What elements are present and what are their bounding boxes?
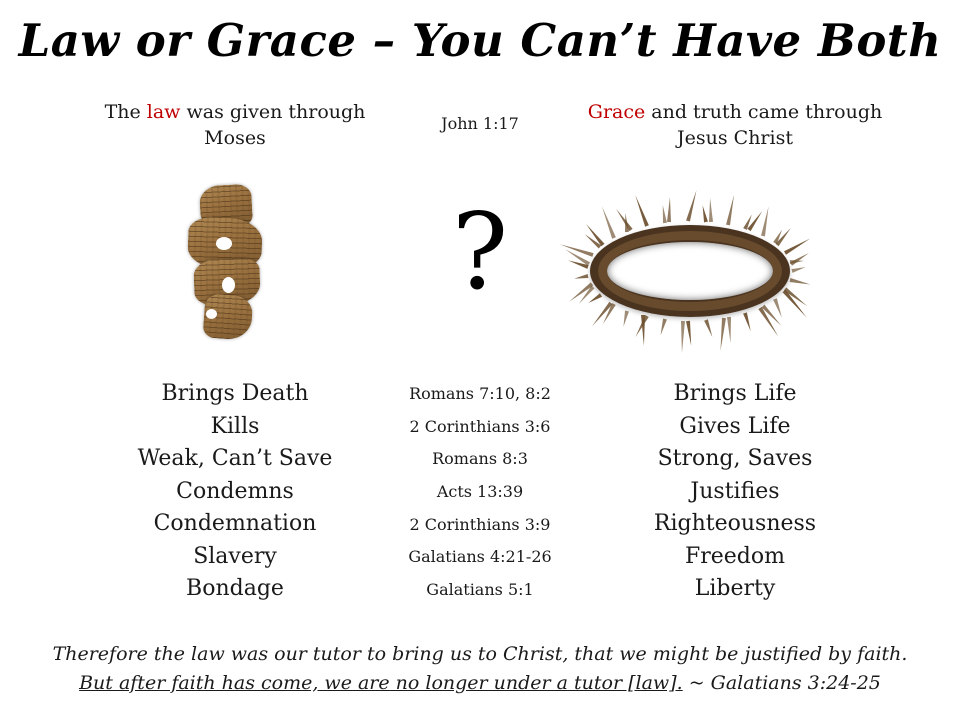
law-attribute-item: Condemns — [176, 478, 294, 504]
footer-line-2-underlined: But after faith has come, we are no longer under a tutor [law]. — [79, 671, 683, 694]
thorn-spike — [667, 197, 672, 222]
left-heading-prefix: The — [104, 101, 147, 123]
footer-line-1: Therefore the law was our tutor to bring us to Christ, that we might be justified by faith. — [52, 643, 908, 665]
thorn-spike — [743, 312, 753, 331]
law-attribute-item: Condemnation — [153, 511, 317, 537]
scripture-reference-item: 2 Corinthians 3:6 — [409, 416, 551, 436]
question-mark-symbol: ? — [451, 191, 509, 313]
column-left-header — [90, 100, 380, 151]
thorn-spike — [727, 317, 733, 343]
thorn-spike — [574, 274, 588, 281]
scripture-reference-item: Galatians 5:1 — [426, 579, 534, 599]
column-middle-header — [360, 100, 600, 133]
thorn-spike — [622, 310, 629, 326]
thorn-spike — [719, 318, 726, 351]
grace-attribute-item: Brings Life — [673, 381, 797, 406]
grace-attribute-item: Gives Life — [679, 413, 791, 439]
grace-attributes-list — [585, 378, 885, 606]
thorn-spike — [701, 205, 708, 222]
law-attribute-item: Slavery — [193, 543, 277, 569]
papyrus-scroll-image — [182, 185, 274, 345]
middle-reference-top: John 1:17 — [441, 114, 519, 133]
thorn-spike — [634, 194, 649, 226]
law-attribute-item: Weak, Can’t Save — [137, 446, 333, 472]
footer-line-2 — [0, 669, 960, 698]
right-heading — [585, 100, 885, 151]
law-attribute-item: Brings Death — [161, 381, 309, 406]
law-attributes-list — [90, 378, 380, 606]
grace-attribute-item: Freedom — [684, 543, 785, 569]
artwork-row — [0, 175, 960, 365]
thorn-spike — [658, 319, 666, 336]
thorn-spike — [587, 293, 602, 304]
grace-attribute-item: Liberty — [694, 576, 776, 602]
thorn-spike — [660, 204, 666, 222]
law-attribute-item: Bondage — [186, 576, 284, 602]
left-heading-suffix: was given through Moses — [180, 101, 366, 149]
page-title: Law or Grace – You Can’t Have Both — [18, 14, 942, 67]
left-heading-highlight: law — [146, 101, 181, 123]
grace-attribute-item: Righteousness — [653, 511, 817, 537]
grace-attribute-item: Justifies — [690, 478, 780, 504]
scripture-reference-item: Acts 13:39 — [436, 481, 524, 501]
scripture-reference-item: Romans 7:10, 8:2 — [409, 384, 551, 403]
thorn-spike — [686, 321, 693, 346]
scripture-reference-item: Romans 8:3 — [432, 449, 528, 469]
right-heading-highlight: Grace — [587, 101, 646, 123]
footer-scripture — [0, 640, 960, 697]
scripture-reference-item: Galatians 4:21-26 — [408, 547, 552, 567]
left-heading — [90, 100, 380, 151]
thorn-spike — [704, 320, 714, 338]
thorn-spike — [791, 265, 806, 273]
thorn-spike — [790, 278, 811, 286]
thorn-spike — [600, 205, 616, 238]
scripture-reference-item: 2 Corinthians 3:9 — [409, 514, 551, 534]
law-attribute-item: Kills — [210, 413, 260, 439]
thorn-spike — [686, 190, 698, 222]
crown-of-thorns-image — [545, 183, 835, 353]
thorn-spike — [726, 194, 736, 225]
footer-line-2-reference: ~ Galatians 3:24-25 — [682, 671, 881, 694]
right-heading-suffix: and truth came through Jesus Christ — [645, 101, 883, 149]
grace-attribute-item: Strong, Saves — [657, 446, 813, 472]
thorn-spike — [708, 198, 713, 222]
column-right-header — [585, 100, 885, 151]
thorn-spike — [680, 321, 685, 353]
scripture-references-list — [360, 378, 600, 606]
